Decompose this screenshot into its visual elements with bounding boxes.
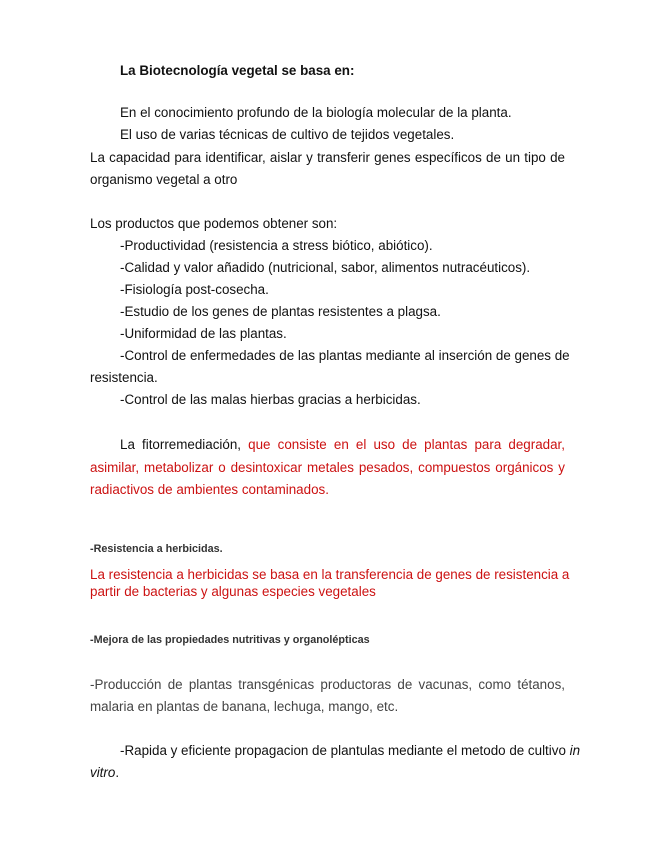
nutrition-line-2: malaria en plantas de banana, lechuga, mango, etc. — [90, 699, 399, 714]
basis-line-1: En el conocimiento profundo de la biología molecular de la planta. — [120, 105, 512, 120]
phyto-rest: que consiste en el uso de plantas para degradar, — [248, 437, 565, 452]
products-disease-b: resistencia. — [90, 370, 158, 385]
herbicide-heading: -Resistencia a herbicidas. — [90, 543, 223, 555]
propagation-line-1 — [120, 742, 581, 760]
phyto-line-2: asimilar, metabolizar o desintoxicar metales pesados, compuestos orgánicos y — [90, 460, 565, 475]
products-item: -Calidad y valor añadido (nutricional, sabor, alimentos nutracéuticos). — [120, 260, 531, 275]
basis-line-2: El uso de varias técnicas de cultivo de tejidos vegetales. — [120, 127, 455, 142]
basis-line-3b: organismo vegetal a otro — [90, 172, 238, 187]
products-item: -Productividad (resistencia a stress biótico, abiótico). — [120, 238, 433, 253]
products-item: -Fisiología post-cosecha. — [120, 282, 269, 297]
propagation-period: . — [115, 765, 120, 780]
nutrition-line-1: -Producción de plantas transgénicas productoras de vacunas, como tétanos, — [90, 677, 565, 692]
phyto-line-1 — [120, 436, 565, 454]
page-heading: La Biotecnología vegetal se basa en: — [120, 63, 355, 78]
nutrition-heading: -Mejora de las propiedades nutritivas y organolépticas — [90, 634, 370, 646]
products-intro: Los productos que podemos obtener son: — [90, 216, 338, 231]
products-weeds: -Control de las malas hierbas gracias a herbicidas. — [120, 392, 421, 407]
herbicide-line-2: partir de bacterias y algunas especies vegetales — [90, 584, 376, 599]
propagation-line-2 — [90, 764, 565, 782]
herbicide-line-1: La resistencia a herbicidas se basa en la transferencia de genes de resistencia a — [90, 567, 570, 582]
basis-line-3a: La capacidad para identificar, aislar y transferir genes específicos de un tipo de — [90, 150, 565, 165]
products-item: -Uniformidad de las plantas. — [120, 326, 287, 341]
phyto-line-3: radiactivos de ambientes contaminados. — [90, 482, 329, 497]
phyto-term: La fitorremediación, — [120, 437, 242, 452]
products-disease-a: -Control de enfermedades de las plantas mediante al inserción de genes de — [120, 348, 570, 363]
propagation-in: in — [569, 743, 581, 758]
propagation-text: -Rapida y eficiente propagacion de plantulas mediante el metodo de cultivo — [120, 743, 566, 758]
products-item: -Estudio de los genes de plantas resistentes a plagsa. — [120, 304, 441, 319]
propagation-vitro: vitro — [90, 765, 116, 780]
